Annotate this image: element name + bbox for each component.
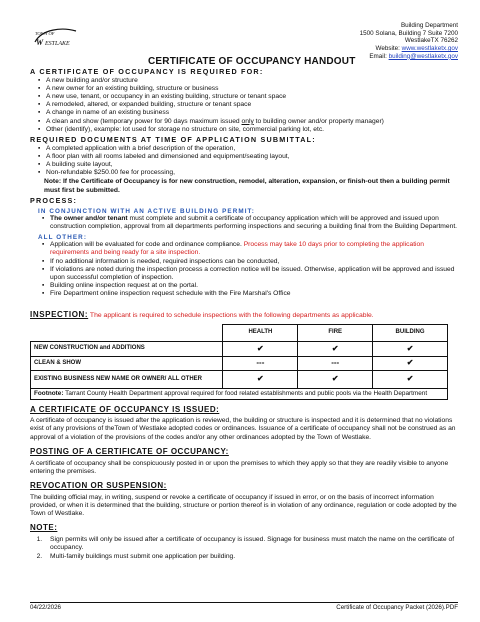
footer-date: 04/22/2026 (30, 604, 61, 611)
dept-line: 1500 Solana, Building 7 Suite 7200 (359, 29, 458, 37)
table-header-row (31, 324, 448, 341)
posting-text: A certificate of occupancy shall be conspicuously posted in or upon the premises to which they apply so that they are readily visible to anyone entering the premises. (30, 459, 449, 475)
list-item: ▪ A new use, tenant, or occupancy in an existing building, structure or tenant space (32, 93, 458, 101)
required-list (30, 77, 458, 134)
required-heading: A CERTIFICATE OF OCCUPANCY IS REQUIRED FOR: (30, 67, 264, 76)
temp-text-after: to building owner and/or property manager) (253, 117, 384, 125)
list-item: ▪ A new owner for an existing building, structure or business (32, 85, 458, 93)
list-item (36, 241, 458, 257)
check-health: ✔ (223, 341, 298, 356)
table-corner (31, 324, 223, 341)
process-other-list (30, 241, 458, 298)
check-building: ✔ (373, 370, 448, 388)
column-header-health: HEALTH (223, 324, 298, 341)
column-header-fire: FIRE (298, 324, 373, 341)
table-footnote-row (31, 388, 448, 399)
posting-heading: POSTING OF A CERTIFICATE OF OCCUPANCY: (30, 446, 229, 456)
list-item (36, 215, 458, 231)
svg-text:W: W (36, 38, 44, 47)
inspection-text: The applicant is required to schedule inspections with the following departments as applicable. (88, 312, 374, 320)
table-row (31, 356, 448, 370)
check-health: --- (223, 356, 298, 370)
table-row (31, 341, 448, 356)
note-list (44, 536, 458, 562)
inspection-intro (30, 310, 458, 320)
list-item: ▪ Other (identify), example: lot used for storage no structure on site, commercial parking lot, etc. (32, 126, 458, 134)
footnote-text: Tarrant County Health Department approval required for food related establishments and public pools via the Health Department (63, 389, 428, 397)
check-fire: --- (298, 356, 373, 370)
svg-text:TOWN OF: TOWN OF (35, 31, 55, 36)
list-item: ▪ A completed application with a brief description of the operation, (32, 145, 458, 153)
row-label: NEW CONSTRUCTION and ADDITIONS (31, 341, 223, 356)
documents-list (30, 145, 458, 178)
process-subheading-other: ALL OTHER: (38, 233, 88, 241)
table-footnote (31, 388, 448, 399)
check-building: ✔ (373, 356, 448, 370)
list-item: ▪ Building online inspection request at on the portal. (36, 282, 458, 290)
list-item: ▪ A new building and/or structure (32, 77, 458, 85)
list-item: 1. Sign permits will only be issued after a certificate of occupancy is issued. Signage for business must match the name on the certificate of occupancy. (44, 536, 458, 552)
issued-heading: A CERTIFICATE OF OCCUPANCY IS ISSUED: (30, 404, 220, 414)
footer-document-name: Certificate of Occupancy Packet (2026).PDF (336, 604, 458, 611)
check-health: ✔ (223, 370, 298, 388)
inspection-table (30, 324, 448, 400)
list-item: ▪ A remodeled, altered, or expanded building, structure or tenant space (32, 101, 458, 109)
email-line (360, 53, 458, 61)
town-logo (32, 26, 78, 48)
process-heading: PROCESS: (30, 195, 78, 205)
check-fire: ✔ (298, 341, 373, 356)
revocation-heading: REVOCATION OR SUSPENSION: (30, 480, 167, 490)
dept-line: Building Department (400, 22, 458, 29)
list-item: ▪ A building suite layout, (32, 161, 458, 169)
website-line (360, 45, 458, 53)
row-label: EXISTING BUSINESS NEW NAME OR OWNER/ ALL OTHER (31, 370, 223, 388)
column-header-building: BUILDING (373, 324, 448, 341)
row-label: CLEAN & SHOW (31, 356, 223, 370)
email-link[interactable]: building@westlaketx.gov (388, 52, 458, 60)
process-permit-list (30, 215, 458, 231)
issued-text: A certificate of occupancy is issued after the application is reviewed, the building or structure is inspected and it is determined that no violations exist of any provisions of theTown of Westlake adopted codes or ordinances. Issuance of a certificate of occupancy shall not be construed as an approval of a violation of the provisions of the codes and/or any other ordinances adopted by the Town of Westlake. (30, 417, 456, 441)
list-item: ▪ Non-refundable $250.00 fee for processing, (32, 169, 458, 177)
list-item: ▪ A change in name of an existing business (32, 109, 458, 117)
footnote-label: Footnote: (34, 389, 64, 397)
process-item-text: Application will be evaluated for code and ordinance compliance. (50, 241, 244, 249)
page-footer (30, 602, 458, 612)
documents-note: Note: If the Certificate of Occupancy is for new construction, remodel, alteration, expansion, or finish-out then a building permit must first be submitted. (44, 178, 450, 194)
documents-heading: REQUIRED DOCUMENTS AT TIME OF APPLICATION SUBMITTAL: (30, 134, 316, 144)
website-link[interactable]: www.westlaketx.gov (401, 45, 458, 53)
temp-text-before: A clean and show (temporary power for 90 days maximum issued (46, 117, 242, 125)
list-item: ▪ If violations are noted during the inspection process a correction notice will be issued. Otherwise, application will be approved and issued upon successful completion of inspection. (36, 266, 458, 282)
list-item: ▪ A floor plan with all rooms labeled and dimensioned and equipment/seating layout, (32, 153, 458, 161)
header (30, 18, 458, 66)
process-item-text: must complete and submit a certificate of occupancy application which will be approved and issued upon construction completion, approval from all departments performing inspections and securing a building final from the Building Department. (50, 215, 458, 231)
check-fire: ✔ (298, 370, 373, 388)
inspection-heading: INSPECTION: (30, 310, 89, 320)
town-logo-graphic (32, 26, 78, 48)
svg-text:ESTLAKE: ESTLAKE (45, 41, 70, 47)
list-item: ▪ Fire Department online inspection request schedule with the Fire Marshal's Office (36, 290, 458, 298)
department-address (360, 22, 458, 60)
owner-tenant-bold: The owner and/or tenant (50, 215, 128, 223)
list-item: ▪ If no additional information is needed, required inspections can be conducted, (36, 258, 458, 266)
website-label: Website: (375, 45, 402, 53)
temp-only: only (241, 117, 254, 125)
email-label: Email: (369, 52, 389, 60)
list-item: 2. Multi-family buildings must submit one application per building. (44, 553, 458, 561)
page-title: CERTIFICATE OF OCCUPANCY HANDOUT (148, 56, 356, 67)
table-row (31, 370, 448, 388)
process-subheading-permit: IN CONJUNCTION WITH AN ACTIVE BUILDING PERMIT: (38, 207, 255, 215)
note-heading: NOTE: (30, 523, 58, 533)
process-time-warning: Process may take 10 days prior to completing the application requirements and being ready for a site inspection. (50, 241, 424, 257)
revocation-text: The building official may, in writing, suspend or revoke a certificate of occupancy if issued in error, or on the basis of incorrect information provided, or when it is determined that the building, structure or portion thereof is in violation of any ordinance, regulation or code adopted by the Town of Westlake. (30, 493, 457, 518)
check-building: ✔ (373, 341, 448, 356)
list-item (32, 118, 458, 126)
dept-line: WestlakeTX 76262 (404, 37, 458, 45)
